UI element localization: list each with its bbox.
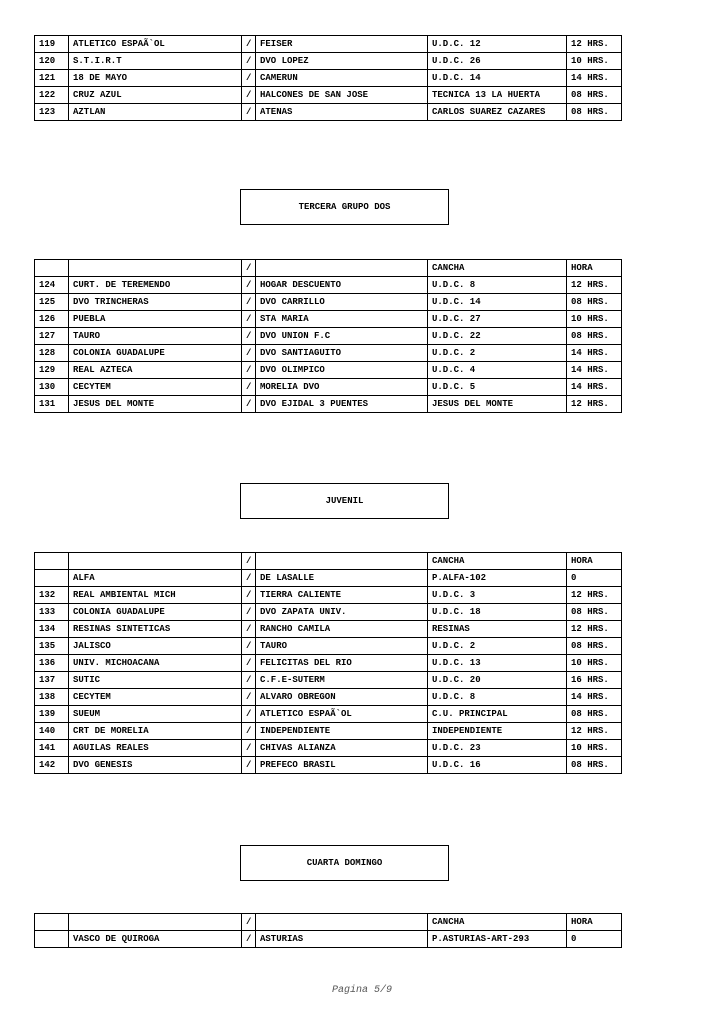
away-team-cell (256, 553, 428, 570)
field-cell: U.D.C. 4 (428, 362, 567, 379)
match-number-cell: 140 (35, 723, 69, 740)
table-row (35, 345, 622, 362)
home-team-cell: JALISCO (69, 638, 242, 655)
field-cell: JESUS DEL MONTE (428, 396, 567, 413)
versus-separator-cell: / (242, 70, 256, 87)
away-team-cell: MORELIA DVO (256, 379, 428, 396)
field-cell: U.D.C. 14 (428, 70, 567, 87)
table-row (35, 328, 622, 345)
field-cell: U.D.C. 8 (428, 689, 567, 706)
match-number-cell (35, 260, 69, 277)
time-cell: 12 HRS. (567, 36, 622, 53)
schedule-table-juvenil (34, 552, 622, 774)
table-header-row (35, 914, 622, 931)
home-team-cell: SUTIC (69, 672, 242, 689)
table-row (35, 379, 622, 396)
away-team-cell: INDEPENDIENTE (256, 723, 428, 740)
match-number-cell: 128 (35, 345, 69, 362)
table-row (35, 277, 622, 294)
home-team-cell: 18 DE MAYO (69, 70, 242, 87)
table-row (35, 53, 622, 70)
field-cell: U.D.C. 18 (428, 604, 567, 621)
away-team-cell: DVO SANTIAGUITO (256, 345, 428, 362)
field-cell: CANCHA (428, 553, 567, 570)
away-team-cell: DVO UNION F.C (256, 328, 428, 345)
time-cell: 10 HRS. (567, 311, 622, 328)
field-cell: U.D.C. 20 (428, 672, 567, 689)
match-number-cell: 127 (35, 328, 69, 345)
away-team-cell: ATENAS (256, 104, 428, 121)
time-cell: 12 HRS. (567, 621, 622, 638)
match-number-cell (35, 570, 69, 587)
field-cell: CANCHA (428, 914, 567, 931)
away-team-cell: ASTURIAS (256, 931, 428, 948)
match-number-cell: 120 (35, 53, 69, 70)
table-row (35, 672, 622, 689)
field-cell: U.D.C. 2 (428, 638, 567, 655)
field-cell: U.D.C. 13 (428, 655, 567, 672)
field-cell: P.ALFA-102 (428, 570, 567, 587)
match-number-cell: 132 (35, 587, 69, 604)
time-cell: HORA (567, 914, 622, 931)
match-number-cell: 131 (35, 396, 69, 413)
versus-separator-cell: / (242, 553, 256, 570)
field-cell: CARLOS SUAREZ CAZARES (428, 104, 567, 121)
field-cell: RESINAS (428, 621, 567, 638)
versus-separator-cell: / (242, 345, 256, 362)
section-title-juvenil: JUVENIL (240, 483, 449, 519)
match-number-cell: 138 (35, 689, 69, 706)
away-team-cell: DE LASALLE (256, 570, 428, 587)
home-team-cell: REAL AZTECA (69, 362, 242, 379)
field-cell: INDEPENDIENTE (428, 723, 567, 740)
home-team-cell: CECYTEM (69, 689, 242, 706)
versus-separator-cell: / (242, 740, 256, 757)
away-team-cell: HALCONES DE SAN JOSE (256, 87, 428, 104)
match-number-cell: 135 (35, 638, 69, 655)
home-team-cell (69, 914, 242, 931)
table-row (35, 396, 622, 413)
time-cell: 08 HRS. (567, 328, 622, 345)
time-cell: 14 HRS. (567, 70, 622, 87)
away-team-cell: TIERRA CALIENTE (256, 587, 428, 604)
home-team-cell: COLONIA GUADALUPE (69, 604, 242, 621)
time-cell: HORA (567, 553, 622, 570)
table-row (35, 723, 622, 740)
home-team-cell: RESINAS SINTETICAS (69, 621, 242, 638)
table-row (35, 36, 622, 53)
versus-separator-cell: / (242, 914, 256, 931)
away-team-cell: ALVARO OBREGON (256, 689, 428, 706)
time-cell: 16 HRS. (567, 672, 622, 689)
time-cell: 08 HRS. (567, 706, 622, 723)
match-number-cell: 121 (35, 70, 69, 87)
table-row (35, 294, 622, 311)
field-cell: U.D.C. 5 (428, 379, 567, 396)
versus-separator-cell: / (242, 723, 256, 740)
field-cell: U.D.C. 12 (428, 36, 567, 53)
match-number-cell: 137 (35, 672, 69, 689)
schedule-table-cuarta-domingo (34, 913, 622, 948)
time-cell: 08 HRS. (567, 638, 622, 655)
time-cell: 08 HRS. (567, 604, 622, 621)
versus-separator-cell: / (242, 396, 256, 413)
match-number-cell (35, 931, 69, 948)
home-team-cell: DVO TRINCHERAS (69, 294, 242, 311)
home-team-cell: ALFA (69, 570, 242, 587)
home-team-cell: SUEUM (69, 706, 242, 723)
away-team-cell: DVO OLIMPICO (256, 362, 428, 379)
away-team-cell: CAMERUN (256, 70, 428, 87)
versus-separator-cell: / (242, 689, 256, 706)
away-team-cell: TAURO (256, 638, 428, 655)
field-cell: TECNICA 13 LA HUERTA (428, 87, 567, 104)
versus-separator-cell: / (242, 277, 256, 294)
time-cell: 10 HRS. (567, 655, 622, 672)
table-header-row (35, 260, 622, 277)
away-team-cell: FELICITAS DEL RIO (256, 655, 428, 672)
versus-separator-cell: / (242, 655, 256, 672)
table-row (35, 104, 622, 121)
versus-separator-cell: / (242, 931, 256, 948)
time-cell: 12 HRS. (567, 587, 622, 604)
table-row (35, 706, 622, 723)
table-header-row (35, 553, 622, 570)
versus-separator-cell: / (242, 294, 256, 311)
field-cell: U.D.C. 26 (428, 53, 567, 70)
away-team-cell: RANCHO CAMILA (256, 621, 428, 638)
home-team-cell: TAURO (69, 328, 242, 345)
match-number-cell (35, 914, 69, 931)
home-team-cell (69, 553, 242, 570)
away-team-cell: ATLETICO ESPAÃ`OL (256, 706, 428, 723)
versus-separator-cell: / (242, 53, 256, 70)
home-team-cell (69, 260, 242, 277)
home-team-cell: S.T.I.R.T (69, 53, 242, 70)
versus-separator-cell: / (242, 87, 256, 104)
time-cell: 14 HRS. (567, 362, 622, 379)
time-cell: 12 HRS. (567, 396, 622, 413)
match-number-cell: 122 (35, 87, 69, 104)
time-cell: 12 HRS. (567, 723, 622, 740)
schedule-table-tercera-grupo-dos (34, 259, 622, 413)
time-cell: 14 HRS. (567, 689, 622, 706)
table-row (35, 757, 622, 774)
match-number-cell: 125 (35, 294, 69, 311)
field-cell: U.D.C. 14 (428, 294, 567, 311)
match-number-cell: 141 (35, 740, 69, 757)
match-number-cell (35, 553, 69, 570)
home-team-cell: AZTLAN (69, 104, 242, 121)
field-cell: U.D.C. 23 (428, 740, 567, 757)
time-cell: 08 HRS. (567, 87, 622, 104)
versus-separator-cell: / (242, 757, 256, 774)
away-team-cell: PREFECO BRASIL (256, 757, 428, 774)
field-cell: U.D.C. 16 (428, 757, 567, 774)
home-team-cell: CRUZ AZUL (69, 87, 242, 104)
home-team-cell: VASCO DE QUIROGA (69, 931, 242, 948)
match-number-cell: 136 (35, 655, 69, 672)
time-cell: 0 (567, 570, 622, 587)
match-number-cell: 142 (35, 757, 69, 774)
time-cell: 0 (567, 931, 622, 948)
table-row (35, 638, 622, 655)
match-number-cell: 123 (35, 104, 69, 121)
match-number-cell: 129 (35, 362, 69, 379)
time-cell: HORA (567, 260, 622, 277)
away-team-cell: DVO LOPEZ (256, 53, 428, 70)
versus-separator-cell: / (242, 621, 256, 638)
away-team-cell: DVO CARRILLO (256, 294, 428, 311)
field-cell: CANCHA (428, 260, 567, 277)
table-row (35, 311, 622, 328)
table-row (35, 587, 622, 604)
table-row (35, 604, 622, 621)
home-team-cell: AGUILAS REALES (69, 740, 242, 757)
away-team-cell (256, 260, 428, 277)
match-number-cell: 133 (35, 604, 69, 621)
table-row (35, 689, 622, 706)
table-row (35, 931, 622, 948)
time-cell: 10 HRS. (567, 740, 622, 757)
section-title-cuarta-domingo: CUARTA DOMINGO (240, 845, 449, 881)
field-cell: C.U. PRINCIPAL (428, 706, 567, 723)
time-cell: 10 HRS. (567, 53, 622, 70)
home-team-cell: REAL AMBIENTAL MICH (69, 587, 242, 604)
match-number-cell: 134 (35, 621, 69, 638)
field-cell: U.D.C. 3 (428, 587, 567, 604)
schedule-table-continuation (34, 35, 622, 121)
table-row (35, 740, 622, 757)
home-team-cell: DVO GENESIS (69, 757, 242, 774)
table-row (35, 621, 622, 638)
versus-separator-cell: / (242, 104, 256, 121)
match-number-cell: 130 (35, 379, 69, 396)
away-team-cell: DVO EJIDAL 3 PUENTES (256, 396, 428, 413)
section-title-tercera-grupo-dos: TERCERA GRUPO DOS (240, 189, 449, 225)
table-row (35, 70, 622, 87)
time-cell: 08 HRS. (567, 757, 622, 774)
table-row (35, 570, 622, 587)
home-team-cell: PUEBLA (69, 311, 242, 328)
home-team-cell: CECYTEM (69, 379, 242, 396)
versus-separator-cell: / (242, 362, 256, 379)
table-row (35, 87, 622, 104)
versus-separator-cell: / (242, 260, 256, 277)
versus-separator-cell: / (242, 311, 256, 328)
versus-separator-cell: / (242, 672, 256, 689)
away-team-cell: STA MARIA (256, 311, 428, 328)
field-cell: U.D.C. 8 (428, 277, 567, 294)
home-team-cell: UNIV. MICHOACANA (69, 655, 242, 672)
home-team-cell: COLONIA GUADALUPE (69, 345, 242, 362)
field-cell: P.ASTURIAS-ART-293 (428, 931, 567, 948)
home-team-cell: CRT DE MORELIA (69, 723, 242, 740)
time-cell: 08 HRS. (567, 294, 622, 311)
match-number-cell: 139 (35, 706, 69, 723)
field-cell: U.D.C. 22 (428, 328, 567, 345)
away-team-cell: DVO ZAPATA UNIV. (256, 604, 428, 621)
away-team-cell: C.F.E-SUTERM (256, 672, 428, 689)
field-cell: U.D.C. 2 (428, 345, 567, 362)
home-team-cell: JESUS DEL MONTE (69, 396, 242, 413)
table-row (35, 655, 622, 672)
away-team-cell (256, 914, 428, 931)
versus-separator-cell: / (242, 379, 256, 396)
away-team-cell: FEISER (256, 36, 428, 53)
versus-separator-cell: / (242, 604, 256, 621)
home-team-cell: CURT. DE TEREMENDO (69, 277, 242, 294)
time-cell: 08 HRS. (567, 104, 622, 121)
match-number-cell: 124 (35, 277, 69, 294)
home-team-cell: ATLETICO ESPAÃ`OL (69, 36, 242, 53)
field-cell: U.D.C. 27 (428, 311, 567, 328)
match-number-cell: 126 (35, 311, 69, 328)
table-row (35, 362, 622, 379)
versus-separator-cell: / (242, 638, 256, 655)
match-number-cell: 119 (35, 36, 69, 53)
versus-separator-cell: / (242, 570, 256, 587)
time-cell: 14 HRS. (567, 379, 622, 396)
away-team-cell: HOGAR DESCUENTO (256, 277, 428, 294)
away-team-cell: CHIVAS ALIANZA (256, 740, 428, 757)
versus-separator-cell: / (242, 328, 256, 345)
versus-separator-cell: / (242, 706, 256, 723)
page-footer: Pagina 5/9 (331, 985, 392, 996)
time-cell: 12 HRS. (567, 277, 622, 294)
time-cell: 14 HRS. (567, 345, 622, 362)
versus-separator-cell: / (242, 587, 256, 604)
versus-separator-cell: / (242, 36, 256, 53)
